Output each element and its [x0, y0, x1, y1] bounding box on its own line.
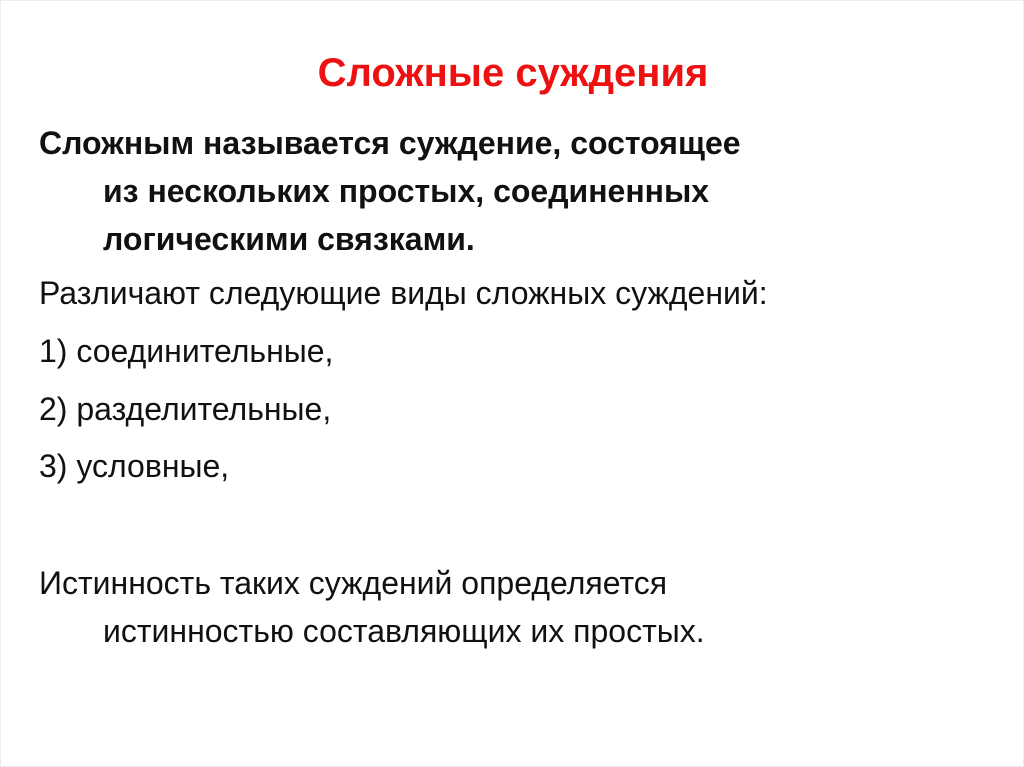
list-item: 1) соединительные, — [39, 333, 334, 369]
list-item: 2) разделительные, — [39, 391, 332, 427]
list-item: 3) условные, — [39, 448, 230, 484]
slide-title: Сложные суждения — [317, 51, 709, 95]
definition-line-3: логическими связками. — [103, 221, 475, 257]
intro-text: Различают следующие виды сложных суждений: — [39, 275, 768, 311]
conclusion-line-1: Истинность таких суждений определяется — [39, 565, 668, 601]
definition-line-2: из нескольких простых, соединенных — [103, 173, 710, 209]
conclusion-line-2: истинностью составляющих их простых. — [103, 613, 705, 649]
conclusion-paragraph — [39, 559, 999, 655]
definition-paragraph — [39, 119, 969, 263]
definition-line-1: Сложным называется суждение, состоящее — [39, 125, 741, 161]
